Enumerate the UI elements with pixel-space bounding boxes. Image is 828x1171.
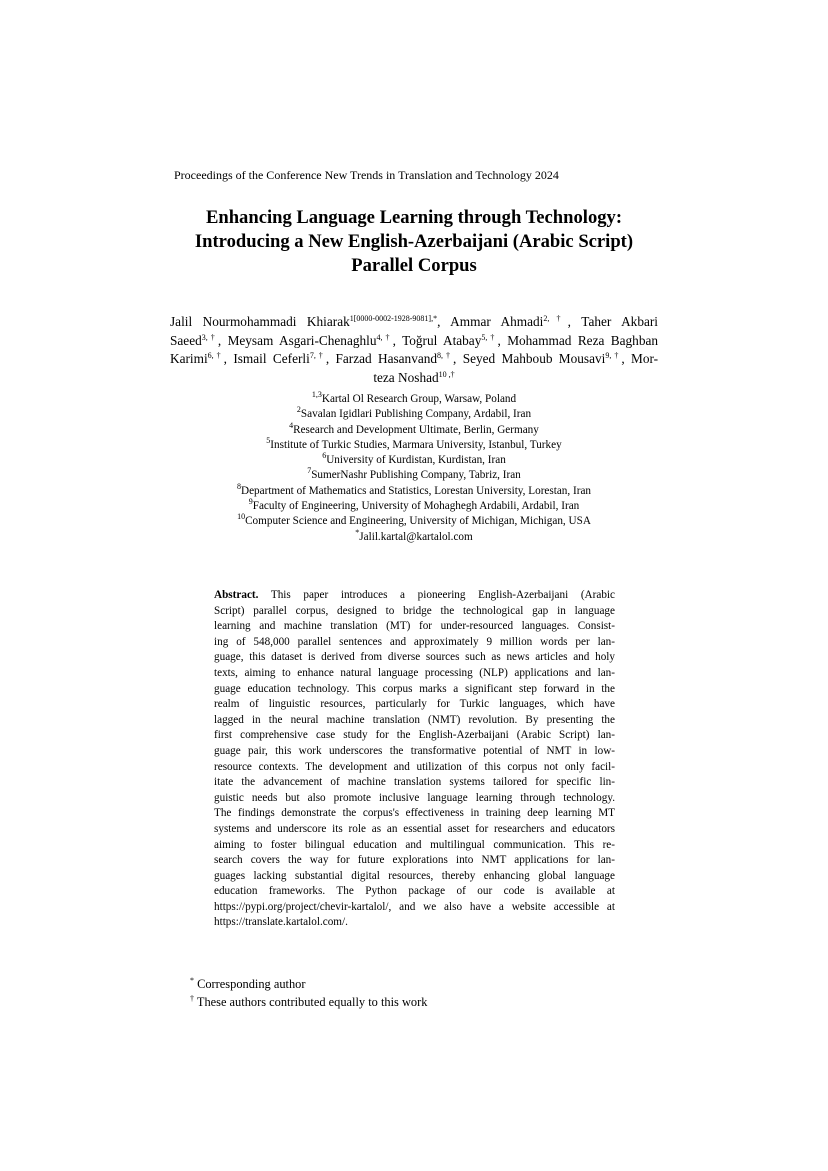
affiliation-text: University of Kurdistan, Kurdistan, Iran — [326, 454, 506, 467]
affiliation-text: Department of Mathematics and Statistics, Lorestan University, Lorestan, Iran — [240, 484, 592, 497]
author-name: Taher Akbari — [581, 314, 658, 329]
abstract-line: Script) parallel corpus, designed to bridge the technological gap in language — [214, 604, 615, 617]
abstract-line: learning and machine translation (MT) for under-resourced languages. Consist- — [214, 620, 615, 633]
author-affiliation-mark: 9,† — [605, 351, 622, 361]
abstract-line: guage education technology. This corpus marks a significant step forward in the — [214, 682, 615, 695]
author-affiliation-mark: 2,† — [543, 314, 568, 323]
author-affiliation-mark: 10 ,† — [438, 369, 455, 379]
abstract-line: texts, aiming to enhance natural language processing (NLP) applications and lan- — [214, 666, 615, 679]
affiliation-item — [170, 468, 658, 483]
affiliation-text: Computer Science and Engineering, University of Michigan, Michigan, USA — [245, 515, 591, 528]
affiliation-item — [170, 481, 658, 499]
affiliation-text: Kartal Ol Research Group, Warsaw, Poland — [321, 393, 517, 405]
affiliation-mark: 4 — [289, 420, 294, 430]
author-name: Meysam Asgari-Chenaghlu — [227, 332, 377, 348]
abstract-line: resource contexts. The development and utilization of this corpus not only facil- — [214, 760, 615, 773]
author-affiliation-mark: 5,† — [481, 332, 498, 342]
author-separator: , — [567, 314, 582, 329]
abstract-line: first comprehensive case study for the English-Azerbaijani (Arabic Script) lan- — [214, 729, 615, 742]
author-name: Saeed — [170, 332, 202, 348]
footnote-corresponding — [190, 977, 306, 992]
affiliation-item — [170, 420, 658, 438]
author-name: Ismail Ceferli — [233, 351, 310, 367]
abstract-line: guistic needs but also promote inclusive language learning through technology. — [214, 791, 615, 804]
abstract-label: Abstract. — [214, 589, 259, 601]
author-affiliation-mark: 6,† — [207, 351, 224, 361]
author-list — [170, 313, 658, 387]
author-separator: , — [217, 332, 228, 348]
author-separator: , — [223, 351, 234, 367]
affiliation-mark: 7 — [307, 466, 312, 476]
author-name: Mor- — [631, 351, 659, 367]
author-separator: , — [325, 351, 336, 367]
author-name: Seyed Mahboub Mousavi — [462, 351, 606, 367]
affiliation-mark: 2 — [296, 405, 301, 415]
abstract-text: This paper introduces a pioneering English-Azerbaijani (Arabic — [258, 589, 615, 601]
affiliation-mark: * — [355, 527, 360, 537]
author-separator: , — [621, 351, 631, 367]
abstract-line: realm of linguistic resources, particularly for Turkic languages, which have — [214, 698, 615, 711]
affiliation-email — [170, 527, 658, 545]
email-text: Jalil.kartal@kartalol.com — [359, 530, 473, 543]
author-affiliation-mark: 8,† — [437, 351, 454, 361]
footnote-text: These authors contributed equally to this work — [194, 995, 428, 1009]
abstract-line: systems and underscore its role as an essential asset for researchers and educators — [214, 822, 615, 835]
author-name: teza Noshad — [373, 369, 439, 385]
abstract — [214, 588, 615, 931]
paper-title — [150, 206, 678, 278]
affiliation-mark: 9 — [248, 497, 253, 507]
author-affiliation-mark: 3,† — [201, 332, 218, 342]
abstract-line: https://pypi.org/project/chevir-kartalol/, and we also have a website accessible at — [214, 900, 615, 913]
abstract-line: guages lacking substantial digital resources, thereby enhancing global language — [214, 869, 615, 882]
affiliation-item — [170, 453, 658, 468]
author-line — [170, 350, 658, 369]
affiliation-text: SumerNashr Publishing Company, Tabriz, Iran — [311, 469, 521, 482]
affiliation-list — [170, 392, 658, 545]
affiliation-text: Institute of Turkic Studies, Marmara University, Istanbul, Turkey — [270, 438, 562, 451]
affiliation-item — [170, 407, 658, 422]
author-line — [170, 313, 658, 332]
affiliation-mark: 5 — [266, 435, 271, 445]
abstract-line: guage, this dataset is derived from diverse sources such as news articles and holy — [214, 651, 615, 664]
abstract-line: aiming to foster bilingual education and multilingual communication. This re- — [214, 838, 615, 851]
author-name: Jalil Nourmohammadi Khiarak — [170, 314, 350, 329]
author-name: Karimi — [170, 351, 208, 367]
affiliation-text: Faculty of Engineering, University of Mohaghegh Ardabili, Ardabil, Iran — [252, 500, 580, 513]
abstract-line: guage pair, this work underscores the transformative potential of NMT in low- — [214, 744, 615, 757]
author-name: Mohammad Reza Baghban — [507, 332, 659, 348]
affiliation-mark: 8 — [236, 481, 241, 491]
abstract-line — [214, 588, 615, 604]
proceedings-header: Proceedings of the Conference New Trends in Translation and Technology 2024 — [174, 168, 559, 182]
author-affiliation-mark: 1[0000-0002-1928-9081],* — [349, 314, 438, 323]
footnote-equal-contribution — [190, 995, 427, 1010]
affiliation-text: Research and Development Ultimate, Berlin, Germany — [293, 423, 539, 436]
author-separator: , — [437, 314, 451, 329]
author-affiliation-mark: 7,† — [309, 351, 326, 361]
abstract-line: lagged in the neural machine translation (NMT) revolution. By presenting the — [214, 713, 615, 726]
footnote-mark: † — [190, 994, 194, 1003]
title-line: Introducing a New English-Azerbaijani (Arabic Script) — [194, 231, 634, 252]
abstract-line: search covers the way for future explorations into NMT applications for lan- — [214, 854, 615, 867]
author-separator: , — [497, 332, 508, 348]
author-separator: , — [392, 332, 403, 348]
title-line: Enhancing Language Learning through Technology: — [205, 207, 623, 228]
abstract-line: education frameworks. The Python package of our code is available at — [214, 885, 615, 898]
footnote-text: Corresponding author — [194, 977, 306, 991]
author-line — [170, 332, 658, 351]
affiliation-mark: 10 — [237, 512, 246, 522]
affiliation-item — [170, 514, 658, 529]
affiliation-item — [170, 392, 658, 407]
abstract-line: ing of 548,000 parallel sentences and approximately 9 million words per lan- — [214, 635, 615, 648]
footnote-mark: * — [190, 976, 194, 985]
affiliation-text: Savalan Igidlari Publishing Company, Ardabil, Iran — [300, 408, 532, 421]
title-line: Parallel Corpus — [351, 255, 477, 276]
author-line — [170, 369, 658, 388]
author-affiliation-mark: 4,† — [376, 332, 393, 342]
abstract-line: The findings demonstrate the corpus's effectiveness in training deep learning MT — [214, 807, 615, 820]
affiliation-mark: 1,3 — [311, 390, 322, 399]
abstract-line: https://translate.kartalol.com/. — [214, 916, 348, 929]
affiliation-mark: 6 — [322, 451, 327, 461]
author-separator: , — [453, 351, 463, 367]
abstract-line: itate the advancement of machine translation systems tailored for specific lin- — [214, 776, 615, 789]
author-name: Ammar Ahmadi — [450, 314, 544, 329]
author-name: Farzad Hasanvand — [335, 351, 438, 367]
affiliation-item — [170, 435, 658, 453]
author-name: Toğrul Atabay — [402, 332, 482, 348]
